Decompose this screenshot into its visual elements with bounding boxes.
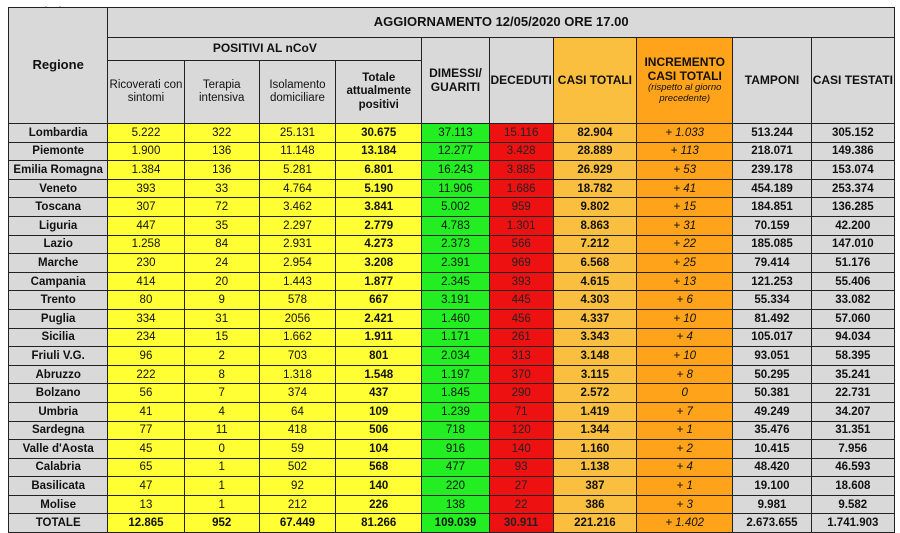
cell-casi-testati: 147.010 xyxy=(811,235,894,254)
cell-casi-totali: 1.419 xyxy=(553,402,636,421)
cell-casi-testati: 58.395 xyxy=(811,347,894,366)
cell-terapia: 35 xyxy=(184,216,259,235)
header-ricoverati: Ricoverati con sintomi xyxy=(108,61,184,124)
cell-ricoverati: 13 xyxy=(108,495,184,514)
cell-deceduti: 313 xyxy=(489,347,553,366)
cell-dimessi: 916 xyxy=(422,440,489,459)
cell-tamponi: 49.249 xyxy=(733,402,811,421)
cell-incremento: + 1 xyxy=(637,477,733,496)
cell-region: Lazio xyxy=(9,235,108,254)
cell-region: Basilicata xyxy=(9,477,108,496)
cell-incremento: + 8 xyxy=(637,365,733,384)
cell-region: Piemonte xyxy=(9,142,108,161)
cell-deceduti: 370 xyxy=(489,365,553,384)
table-row xyxy=(9,440,895,459)
cell-isolamento: 1.443 xyxy=(259,272,335,291)
table-row xyxy=(9,309,895,328)
cell-casi-totali: 4.337 xyxy=(553,309,636,328)
table-row xyxy=(9,142,895,161)
header-terapia: Terapia intensiva xyxy=(184,61,259,124)
cell-casi-testati: 46.593 xyxy=(811,458,894,477)
cell-isolamento: 502 xyxy=(259,458,335,477)
cell-ricoverati: 414 xyxy=(108,272,184,291)
cell-incremento: + 1 xyxy=(637,421,733,440)
cell-isolamento: 59 xyxy=(259,440,335,459)
cell-totale-positivi: 667 xyxy=(336,291,422,310)
cell-region: Friuli V.G. xyxy=(9,347,108,366)
cell-tamponi: 79.414 xyxy=(733,254,811,273)
cell-totale-positivi: 1.548 xyxy=(336,365,422,384)
cell-region: Veneto xyxy=(9,179,108,198)
cell-region: TOTALE xyxy=(9,514,108,533)
cell-deceduti: 22 xyxy=(489,495,553,514)
cell-incremento: + 41 xyxy=(637,179,733,198)
cell-incremento: + 22 xyxy=(637,235,733,254)
cell-totale-positivi: 568 xyxy=(336,458,422,477)
cell-terapia: 9 xyxy=(184,291,259,310)
cell-dimessi: 2.345 xyxy=(422,272,489,291)
cell-region: Liguria xyxy=(9,216,108,235)
table-row xyxy=(9,328,895,347)
cell-terapia: 1 xyxy=(184,477,259,496)
cell-dimessi: 138 xyxy=(422,495,489,514)
cell-totale-positivi: 4.273 xyxy=(336,235,422,254)
cell-incremento: + 3 xyxy=(637,495,733,514)
cell-deceduti: 71 xyxy=(489,402,553,421)
cell-terapia: 33 xyxy=(184,179,259,198)
cell-casi-testati: 149.386 xyxy=(811,142,894,161)
cell-deceduti: 140 xyxy=(489,440,553,459)
cell-incremento: + 4 xyxy=(637,328,733,347)
cell-tamponi: 55.334 xyxy=(733,291,811,310)
header-deceduti: DECEDUTI xyxy=(489,38,553,124)
cell-casi-totali: 2.572 xyxy=(553,384,636,403)
cell-deceduti: 445 xyxy=(489,291,553,310)
cell-casi-testati: 305.152 xyxy=(811,124,894,143)
cell-totale-positivi: 1.911 xyxy=(336,328,422,347)
cell-deceduti: 3.428 xyxy=(489,142,553,161)
cell-tamponi: 50.381 xyxy=(733,384,811,403)
cell-ricoverati: 56 xyxy=(108,384,184,403)
table-row xyxy=(9,402,895,421)
cell-deceduti: 393 xyxy=(489,272,553,291)
cell-incremento: + 25 xyxy=(637,254,733,273)
cell-dimessi: 220 xyxy=(422,477,489,496)
cell-deceduti: 566 xyxy=(489,235,553,254)
cell-terapia: 24 xyxy=(184,254,259,273)
table-row xyxy=(9,514,895,533)
cell-terapia: 15 xyxy=(184,328,259,347)
cell-ricoverati: 41 xyxy=(108,402,184,421)
cell-terapia: 952 xyxy=(184,514,259,533)
cell-terapia: 11 xyxy=(184,421,259,440)
cell-terapia: 72 xyxy=(184,198,259,217)
cell-dimessi: 1.197 xyxy=(422,365,489,384)
cell-casi-testati: 31.351 xyxy=(811,421,894,440)
cell-terapia: 7 xyxy=(184,384,259,403)
cell-casi-totali: 387 xyxy=(553,477,636,496)
cell-casi-totali: 3.148 xyxy=(553,347,636,366)
cell-casi-totali: 26.929 xyxy=(553,161,636,180)
header-incremento-note: (rispetto al giorno precedente) xyxy=(648,82,722,105)
cell-ricoverati: 12.865 xyxy=(108,514,184,533)
cell-dimessi: 109.039 xyxy=(422,514,489,533)
cell-incremento: + 7 xyxy=(637,402,733,421)
cell-casi-totali: 82.904 xyxy=(553,124,636,143)
cell-tamponi: 184.851 xyxy=(733,198,811,217)
cell-casi-totali: 18.782 xyxy=(553,179,636,198)
cell-casi-totali: 221.216 xyxy=(553,514,636,533)
cell-isolamento: 67.449 xyxy=(259,514,335,533)
cell-tamponi: 10.415 xyxy=(733,440,811,459)
header-positivi-group: POSITIVI AL nCoV xyxy=(108,38,422,61)
cell-region: Abruzzo xyxy=(9,365,108,384)
cell-isolamento: 1.318 xyxy=(259,365,335,384)
cell-region: Valle d'Aosta xyxy=(9,440,108,459)
cell-casi-testati: 1.741.903 xyxy=(811,514,894,533)
cell-region: Toscana xyxy=(9,198,108,217)
cell-isolamento: 2.297 xyxy=(259,216,335,235)
cell-casi-testati: 94.034 xyxy=(811,328,894,347)
table-row xyxy=(9,384,895,403)
table-row xyxy=(9,179,895,198)
header-incremento-label: INCREMENTO CASI TOTALI xyxy=(644,54,725,83)
cell-region: Puglia xyxy=(9,309,108,328)
cell-ricoverati: 447 xyxy=(108,216,184,235)
cell-deceduti: 456 xyxy=(489,309,553,328)
cell-isolamento: 2.931 xyxy=(259,235,335,254)
cell-isolamento: 1.662 xyxy=(259,328,335,347)
cell-incremento: + 10 xyxy=(637,347,733,366)
cell-dimessi: 2.373 xyxy=(422,235,489,254)
header-tamponi: TAMPONI xyxy=(733,38,811,124)
cell-isolamento: 11.148 xyxy=(259,142,335,161)
cell-dimessi: 477 xyxy=(422,458,489,477)
cell-tamponi: 2.673.655 xyxy=(733,514,811,533)
cell-ricoverati: 65 xyxy=(108,458,184,477)
cell-casi-testati: 18.608 xyxy=(811,477,894,496)
cell-casi-testati: 22.731 xyxy=(811,384,894,403)
cell-tamponi: 239.178 xyxy=(733,161,811,180)
cell-region: Molise xyxy=(9,495,108,514)
cell-tamponi: 121.253 xyxy=(733,272,811,291)
cell-casi-totali: 1.344 xyxy=(553,421,636,440)
cell-deceduti: 959 xyxy=(489,198,553,217)
cell-isolamento: 25.131 xyxy=(259,124,335,143)
cell-totale-positivi: 81.266 xyxy=(336,514,422,533)
cell-casi-testati: 33.082 xyxy=(811,291,894,310)
table-row xyxy=(9,291,895,310)
cell-totale-positivi: 506 xyxy=(336,421,422,440)
cell-isolamento: 2.954 xyxy=(259,254,335,273)
cell-casi-totali: 3.343 xyxy=(553,328,636,347)
cell-region: Calabria xyxy=(9,458,108,477)
cell-casi-testati: 9.582 xyxy=(811,495,894,514)
cell-casi-totali: 4.303 xyxy=(553,291,636,310)
cell-terapia: 136 xyxy=(184,142,259,161)
cell-isolamento: 703 xyxy=(259,347,335,366)
cell-ricoverati: 234 xyxy=(108,328,184,347)
cell-tamponi: 50.295 xyxy=(733,365,811,384)
header-isolamento: Isolamento domiciliare xyxy=(259,61,335,124)
cell-region: Marche xyxy=(9,254,108,273)
cell-isolamento: 374 xyxy=(259,384,335,403)
cell-incremento: + 10 xyxy=(637,309,733,328)
cell-deceduti: 15.116 xyxy=(489,124,553,143)
cell-casi-testati: 253.374 xyxy=(811,179,894,198)
cell-deceduti: 3.885 xyxy=(489,161,553,180)
cell-region: Campania xyxy=(9,272,108,291)
cell-tamponi: 454.189 xyxy=(733,179,811,198)
cell-tamponi: 19.100 xyxy=(733,477,811,496)
cell-totale-positivi: 5.190 xyxy=(336,179,422,198)
cell-totale-positivi: 1.877 xyxy=(336,272,422,291)
cell-terapia: 8 xyxy=(184,365,259,384)
table-row xyxy=(9,347,895,366)
cell-tamponi: 105.017 xyxy=(733,328,811,347)
cell-terapia: 136 xyxy=(184,161,259,180)
table-body xyxy=(9,124,895,533)
cell-totale-positivi: 2.779 xyxy=(336,216,422,235)
cell-incremento: + 1.033 xyxy=(637,124,733,143)
cell-ricoverati: 1.258 xyxy=(108,235,184,254)
cell-totale-positivi: 30.675 xyxy=(336,124,422,143)
cell-ricoverati: 222 xyxy=(108,365,184,384)
cell-casi-totali: 3.115 xyxy=(553,365,636,384)
cell-casi-totali: 7.212 xyxy=(553,235,636,254)
cell-incremento: 0 xyxy=(637,384,733,403)
table-row xyxy=(9,272,895,291)
cell-terapia: 2 xyxy=(184,347,259,366)
cell-dimessi: 1.171 xyxy=(422,328,489,347)
cell-terapia: 4 xyxy=(184,402,259,421)
cell-incremento: + 15 xyxy=(637,198,733,217)
table-title: AGGIORNAMENTO 12/05/2020 ORE 17.00 xyxy=(108,8,895,38)
cell-dimessi: 4.783 xyxy=(422,216,489,235)
cell-ricoverati: 230 xyxy=(108,254,184,273)
table-row xyxy=(9,458,895,477)
table-row xyxy=(9,161,895,180)
header-casi-testati: CASI TESTATI xyxy=(811,38,894,124)
cell-casi-testati: 153.074 xyxy=(811,161,894,180)
cell-dimessi: 5.002 xyxy=(422,198,489,217)
cell-deceduti: 261 xyxy=(489,328,553,347)
cell-isolamento: 2056 xyxy=(259,309,335,328)
cell-terapia: 84 xyxy=(184,235,259,254)
cell-deceduti: 27 xyxy=(489,477,553,496)
cell-tamponi: 81.492 xyxy=(733,309,811,328)
cell-region: Trento xyxy=(9,291,108,310)
cell-incremento: + 1.402 xyxy=(637,514,733,533)
cell-casi-totali: 1.160 xyxy=(553,440,636,459)
cell-casi-testati: 51.176 xyxy=(811,254,894,273)
covid-regional-table xyxy=(8,7,895,533)
cell-ricoverati: 96 xyxy=(108,347,184,366)
cell-dimessi: 16.243 xyxy=(422,161,489,180)
cell-totale-positivi: 6.801 xyxy=(336,161,422,180)
cell-tamponi: 35.476 xyxy=(733,421,811,440)
cell-incremento: + 53 xyxy=(637,161,733,180)
cell-tamponi: 513.244 xyxy=(733,124,811,143)
cell-tamponi: 70.159 xyxy=(733,216,811,235)
cell-totale-positivi: 801 xyxy=(336,347,422,366)
cell-casi-totali: 4.615 xyxy=(553,272,636,291)
cell-region: Sardegna xyxy=(9,421,108,440)
cell-dimessi: 2.391 xyxy=(422,254,489,273)
cell-incremento: + 6 xyxy=(637,291,733,310)
cell-ricoverati: 5.222 xyxy=(108,124,184,143)
table-row xyxy=(9,365,895,384)
cell-casi-totali: 386 xyxy=(553,495,636,514)
header-casi-totali: CASI TOTALI xyxy=(553,38,636,124)
cell-totale-positivi: 226 xyxy=(336,495,422,514)
cell-ricoverati: 77 xyxy=(108,421,184,440)
table-row xyxy=(9,495,895,514)
cell-incremento: + 2 xyxy=(637,440,733,459)
cell-tamponi: 185.085 xyxy=(733,235,811,254)
cell-deceduti: 969 xyxy=(489,254,553,273)
cell-deceduti: 1.686 xyxy=(489,179,553,198)
cell-dimessi: 12.277 xyxy=(422,142,489,161)
table-row xyxy=(9,198,895,217)
cell-dimessi: 718 xyxy=(422,421,489,440)
cell-casi-testati: 42.200 xyxy=(811,216,894,235)
header-region: Regione xyxy=(9,8,108,124)
table-row xyxy=(9,477,895,496)
header-dimessi: DIMESSI/ GUARITI xyxy=(422,38,489,124)
cell-isolamento: 4.764 xyxy=(259,179,335,198)
header-incremento xyxy=(637,38,733,124)
cell-isolamento: 92 xyxy=(259,477,335,496)
cell-totale-positivi: 2.421 xyxy=(336,309,422,328)
cell-totale-positivi: 109 xyxy=(336,402,422,421)
cell-tamponi: 9.981 xyxy=(733,495,811,514)
cell-terapia: 0 xyxy=(184,440,259,459)
cell-deceduti: 93 xyxy=(489,458,553,477)
cell-ricoverati: 1.900 xyxy=(108,142,184,161)
cell-ricoverati: 47 xyxy=(108,477,184,496)
cell-isolamento: 418 xyxy=(259,421,335,440)
cell-region: Umbria xyxy=(9,402,108,421)
cell-region: Emilia Romagna xyxy=(9,161,108,180)
cell-totale-positivi: 104 xyxy=(336,440,422,459)
cell-deceduti: 30.911 xyxy=(489,514,553,533)
cell-isolamento: 212 xyxy=(259,495,335,514)
cell-tamponi: 93.051 xyxy=(733,347,811,366)
cell-deceduti: 290 xyxy=(489,384,553,403)
cell-ricoverati: 80 xyxy=(108,291,184,310)
table-row xyxy=(9,421,895,440)
cell-deceduti: 1.301 xyxy=(489,216,553,235)
header-totale-positivi: Totale attualmente positivi xyxy=(336,61,422,124)
cell-region: Sicilia xyxy=(9,328,108,347)
cell-ricoverati: 1.384 xyxy=(108,161,184,180)
cell-casi-testati: 34.207 xyxy=(811,402,894,421)
cell-ricoverati: 334 xyxy=(108,309,184,328)
table-row xyxy=(9,254,895,273)
cell-isolamento: 5.281 xyxy=(259,161,335,180)
cell-isolamento: 64 xyxy=(259,402,335,421)
table-row xyxy=(9,216,895,235)
cell-dimessi: 2.034 xyxy=(422,347,489,366)
cell-casi-testati: 57.060 xyxy=(811,309,894,328)
cell-ricoverati: 45 xyxy=(108,440,184,459)
cell-ricoverati: 393 xyxy=(108,179,184,198)
cell-totale-positivi: 437 xyxy=(336,384,422,403)
cell-casi-totali: 6.568 xyxy=(553,254,636,273)
table-row xyxy=(9,235,895,254)
cell-casi-totali: 9.802 xyxy=(553,198,636,217)
cell-terapia: 322 xyxy=(184,124,259,143)
cell-casi-testati: 136.285 xyxy=(811,198,894,217)
cell-isolamento: 578 xyxy=(259,291,335,310)
cell-dimessi: 37.113 xyxy=(422,124,489,143)
cell-casi-testati: 55.406 xyxy=(811,272,894,291)
cell-ricoverati: 307 xyxy=(108,198,184,217)
cell-terapia: 31 xyxy=(184,309,259,328)
cell-totale-positivi: 3.841 xyxy=(336,198,422,217)
cell-casi-testati: 7.956 xyxy=(811,440,894,459)
cell-region: Bolzano xyxy=(9,384,108,403)
cell-tamponi: 218.071 xyxy=(733,142,811,161)
cell-terapia: 20 xyxy=(184,272,259,291)
cell-totale-positivi: 140 xyxy=(336,477,422,496)
cell-region: Lombardia xyxy=(9,124,108,143)
cell-totale-positivi: 13.184 xyxy=(336,142,422,161)
cell-incremento: + 13 xyxy=(637,272,733,291)
cell-incremento: + 31 xyxy=(637,216,733,235)
cell-isolamento: 3.462 xyxy=(259,198,335,217)
cell-terapia: 1 xyxy=(184,458,259,477)
cell-tamponi: 48.420 xyxy=(733,458,811,477)
cell-dimessi: 3.191 xyxy=(422,291,489,310)
cell-totale-positivi: 3.208 xyxy=(336,254,422,273)
cell-incremento: + 4 xyxy=(637,458,733,477)
cell-casi-totali: 28.889 xyxy=(553,142,636,161)
cell-dimessi: 1.460 xyxy=(422,309,489,328)
cell-dimessi: 1.845 xyxy=(422,384,489,403)
cell-deceduti: 120 xyxy=(489,421,553,440)
cell-incremento: + 113 xyxy=(637,142,733,161)
cell-casi-totali: 1.138 xyxy=(553,458,636,477)
table-row xyxy=(9,124,895,143)
cell-dimessi: 11.906 xyxy=(422,179,489,198)
cell-terapia: 1 xyxy=(184,495,259,514)
cell-casi-totali: 8.863 xyxy=(553,216,636,235)
cell-dimessi: 1.239 xyxy=(422,402,489,421)
cell-casi-testati: 35.241 xyxy=(811,365,894,384)
